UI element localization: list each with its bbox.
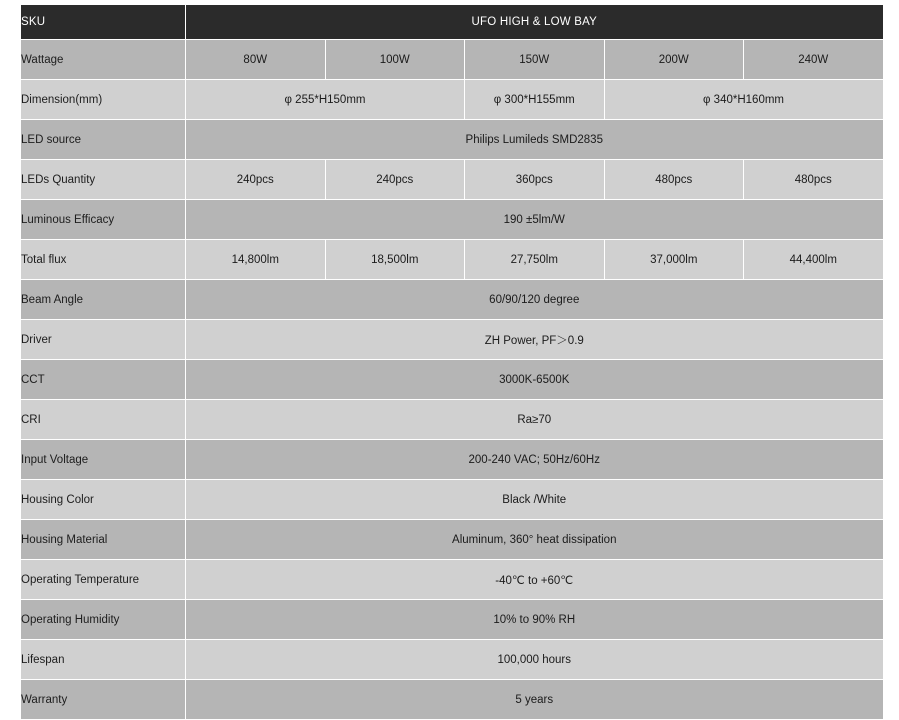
table-row bbox=[21, 680, 884, 720]
row-value: 3000K-6500K bbox=[186, 360, 884, 400]
row-label: Beam Angle bbox=[21, 280, 186, 320]
row-value: φ 255*H150mm bbox=[186, 80, 465, 120]
row-value: 18,500lm bbox=[325, 240, 465, 280]
row-value: Black /White bbox=[186, 480, 884, 520]
row-label: Operating Humidity bbox=[21, 600, 186, 640]
row-value: 100,000 hours bbox=[186, 640, 884, 680]
table-row bbox=[21, 120, 884, 160]
row-value: 60/90/120 degree bbox=[186, 280, 884, 320]
row-value: 5 years bbox=[186, 680, 884, 720]
table-row bbox=[21, 200, 884, 240]
header-sku-label: SKU bbox=[21, 5, 186, 40]
table-row bbox=[21, 40, 884, 80]
row-value: 240pcs bbox=[186, 160, 326, 200]
row-label: Luminous Efficacy bbox=[21, 200, 186, 240]
table-row bbox=[21, 480, 884, 520]
table-row bbox=[21, 440, 884, 480]
row-value: 44,400lm bbox=[744, 240, 884, 280]
row-label: Input Voltage bbox=[21, 440, 186, 480]
table-row bbox=[21, 80, 884, 120]
table-header-row bbox=[21, 5, 884, 40]
row-value: 150W bbox=[465, 40, 605, 80]
row-value: 80W bbox=[186, 40, 326, 80]
table-row bbox=[21, 600, 884, 640]
table-row bbox=[21, 520, 884, 560]
table-row bbox=[21, 400, 884, 440]
table-row bbox=[21, 240, 884, 280]
row-value: 100W bbox=[325, 40, 465, 80]
row-value: 37,000lm bbox=[604, 240, 744, 280]
row-value: 480pcs bbox=[744, 160, 884, 200]
row-label: Driver bbox=[21, 320, 186, 360]
row-value: 240pcs bbox=[325, 160, 465, 200]
table-row bbox=[21, 280, 884, 320]
row-value: Ra≥70 bbox=[186, 400, 884, 440]
row-value: φ 300*H155mm bbox=[465, 80, 605, 120]
row-value: 360pcs bbox=[465, 160, 605, 200]
header-product-title: UFO HIGH & LOW BAY bbox=[186, 5, 884, 40]
row-value: 240W bbox=[744, 40, 884, 80]
row-value: 10% to 90% RH bbox=[186, 600, 884, 640]
row-value: 190 ±5lm/W bbox=[186, 200, 884, 240]
row-value: 200W bbox=[604, 40, 744, 80]
row-value: Philips Lumileds SMD2835 bbox=[186, 120, 884, 160]
row-value: φ 340*H160mm bbox=[604, 80, 883, 120]
row-value: -40℃ to +60℃ bbox=[186, 560, 884, 600]
row-label: CCT bbox=[21, 360, 186, 400]
row-label: LED source bbox=[21, 120, 186, 160]
row-label: Lifespan bbox=[21, 640, 186, 680]
table-row bbox=[21, 160, 884, 200]
row-label: Housing Color bbox=[21, 480, 186, 520]
table-row bbox=[21, 640, 884, 680]
row-label: Total flux bbox=[21, 240, 186, 280]
row-value: Aluminum, 360° heat dissipation bbox=[186, 520, 884, 560]
row-label: LEDs Quantity bbox=[21, 160, 186, 200]
row-value: 480pcs bbox=[604, 160, 744, 200]
table-row bbox=[21, 560, 884, 600]
row-value: 200-240 VAC; 50Hz/60Hz bbox=[186, 440, 884, 480]
row-label: Operating Temperature bbox=[21, 560, 186, 600]
row-label: Wattage bbox=[21, 40, 186, 80]
row-label: Housing Material bbox=[21, 520, 186, 560]
row-value: 27,750lm bbox=[465, 240, 605, 280]
specification-table bbox=[20, 4, 884, 720]
row-label: CRI bbox=[21, 400, 186, 440]
row-value: 14,800lm bbox=[186, 240, 326, 280]
table-row bbox=[21, 320, 884, 360]
row-value: ZH Power, PF＞0.9 bbox=[186, 320, 884, 360]
row-label: Warranty bbox=[21, 680, 186, 720]
row-label: Dimension(mm) bbox=[21, 80, 186, 120]
table-body bbox=[21, 5, 884, 720]
table-row bbox=[21, 360, 884, 400]
